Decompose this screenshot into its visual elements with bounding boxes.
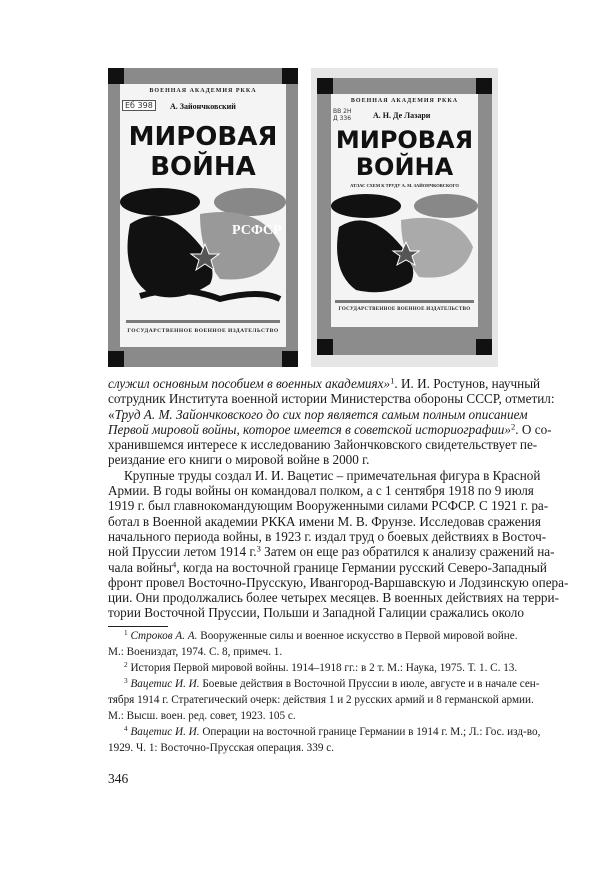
text-run: Вооруженные силы и военное искусство в Первой мировой войне. (197, 630, 518, 642)
footnote-ref: 4 (124, 725, 128, 733)
page-number: 346 (108, 771, 129, 786)
cover-title-line1: МИРОВАЯ (335, 126, 474, 154)
footnote-line (108, 676, 540, 692)
europe-map-illustration (120, 184, 286, 309)
text-run: Армии. В годы войны он командовал полком, а с 1 сентября 1918 по 9 июля (108, 483, 534, 499)
cover-academy: ВОЕННАЯ АКАДЕМИЯ РККА (350, 98, 459, 104)
text-line (108, 558, 547, 575)
text-run: тории Восточной Пруссии, Польши и Западной Галиции сражались около (108, 605, 524, 621)
text-run: ции. Они продолжались более четырех месяцев. В военных действиях на терри- (108, 590, 559, 606)
text-run: Крупные труды создал И. И. Вацетис – примечательная фигура в Красной (124, 467, 541, 483)
text-line (108, 574, 569, 590)
cover-publisher: ГОСУДАРСТВЕННОЕ ВОЕННОЕ ИЗДАТЕЛЬСТВО (127, 328, 279, 334)
footnote-ref: 1 (124, 629, 128, 637)
corner-square (476, 78, 492, 94)
text-line (108, 421, 552, 437)
cover-publisher: ГОСУДАРСТВЕННОЕ ВОЕННОЕ ИЗДАТЕЛЬСТВО (338, 307, 471, 312)
library-mark: Еб 398 (122, 100, 156, 111)
text-run: М.: Высш. воен. ред. совет, 1923. 105 с. (108, 710, 296, 722)
text-line (108, 543, 555, 560)
divider-band (126, 320, 280, 323)
text-line (108, 483, 534, 499)
text-line (108, 437, 538, 453)
cover-title-line2: ВОЙНА (355, 153, 454, 181)
cover-title-line1: МИРОВАЯ (128, 122, 278, 152)
body-text (108, 375, 569, 621)
text-run: фронт провел Восточно-Прусскую, Ивангород-Варшавскую и Лодзинскую опера- (108, 574, 569, 590)
footnote-line (108, 740, 498, 756)
footnote-line (108, 628, 518, 644)
corner-square (282, 68, 298, 84)
corner-square (317, 339, 333, 355)
text-run: Операции на восточной границе Германии в 1914 г. М.; Л.: Гос. изд-во, (199, 726, 541, 738)
text-line (108, 467, 541, 483)
footnote-line (108, 708, 498, 724)
text-run: 1919 г. был главнокомандующим Вооруженными силами РСФСР. С 1921 г. ра- (108, 498, 549, 514)
text-run: чала войны (108, 559, 173, 575)
cover-academy: ВОЕННАЯ АКАДЕМИЯ РККА (149, 88, 257, 94)
text-run: « (108, 406, 115, 422)
corner-square (476, 339, 492, 355)
europe-map-illustration (331, 192, 478, 302)
text-run: тября 1914 г. Стратегический очерк: действия 1 и 2 русских армий и 8 германской армии. (108, 694, 534, 706)
corner-square (108, 68, 124, 84)
text-run: Труд А. М. Зайончковского до сих пор является самым полным описанием (114, 406, 528, 422)
text-run: , когда на восточной границе Германии русский Северо-Западный (176, 559, 547, 575)
text-run: ной Пруссии летом 1914 г. (108, 544, 257, 560)
text-run: М.: Воениздат, 1974. С. 8, примеч. 1. (108, 646, 283, 658)
text-run: История Первой мировой войны. 1914–1918 гг.: в 2 т. М.: Наука, 1975. Т. 1. С. 13. (127, 662, 518, 674)
text-run: Первой мировой войны, которое имеется в советской историографии» (108, 421, 511, 437)
footnote-ref: 3 (256, 543, 261, 554)
cover-title-line2: ВОЙНА (150, 152, 256, 182)
footnote-line (108, 660, 518, 676)
footnote-line (108, 724, 541, 740)
cover-author: А. Н. Де Лазари (373, 111, 431, 120)
text-line (108, 513, 541, 529)
divider-band (335, 300, 474, 303)
library-mark: ВВ 2Н Д 336 (333, 108, 352, 122)
text-line (108, 498, 549, 514)
text-run: Затем он еще раз обратился к анализу сражений на- (260, 544, 555, 560)
text-run: ботал в Военной академии РККА имени М. В. Фрунзе. Исследовав сражения (108, 513, 541, 529)
map-label: РСФСР (232, 223, 282, 238)
text-run: начального периода войны, в 1923 г. издал труд о боевых действиях в Восточ- (108, 528, 547, 544)
text-line (108, 406, 528, 422)
footnote-line (108, 692, 534, 708)
text-run: Вацетис И. И. (130, 678, 200, 690)
text-run: сотрудник Института военной истории Министерства обороны СССР, отметил: (108, 391, 555, 407)
text-run: . И. И. Ростунов, научный (394, 376, 541, 391)
footnote-ref: 2 (511, 421, 516, 432)
text-run: служил основным пособием в военных академиях» (108, 376, 391, 391)
cover-subtitle: АТЛАС СХЕМ К ТРУДУ А. М. ЗАЙОНЧКОВСКОГО (350, 183, 459, 188)
text-line (108, 590, 559, 606)
book-cover-de-lazari (311, 68, 498, 367)
footnote-ref: 2 (124, 661, 128, 669)
footnote-ref: 1 (390, 375, 395, 386)
text-run: реиздание его книги о мировой войне в 2000 г. (108, 452, 370, 468)
corner-square (108, 351, 124, 367)
text-line (108, 391, 555, 407)
footnote-rule (108, 626, 168, 627)
footnote-ref: 3 (124, 677, 128, 685)
footnote-line (108, 644, 498, 660)
book-cover-zaionchkovsky (108, 68, 298, 367)
cover-author: А. Зайончковский (170, 102, 236, 111)
text-line (108, 375, 541, 391)
text-run: . О со- (515, 421, 552, 437)
text-run: Боевые действия в Восточной Пруссии в июле, августе и в начале сен- (199, 678, 540, 690)
corner-square (317, 78, 333, 94)
text-run: Вацетис И. И. (130, 726, 200, 738)
text-line (108, 452, 498, 467)
footnote-ref: 4 (172, 558, 177, 569)
text-line (108, 605, 524, 621)
corner-square (282, 351, 298, 367)
footnotes (108, 628, 541, 756)
text-run: 1929. Ч. 1: Восточно-Прусская операция. 339 с. (108, 742, 334, 754)
text-run: Строков А. А. (130, 630, 198, 642)
text-run: хранившемся интересе к исследованию Зайончковского свидетельствует пе- (108, 437, 538, 453)
text-line (108, 528, 547, 544)
